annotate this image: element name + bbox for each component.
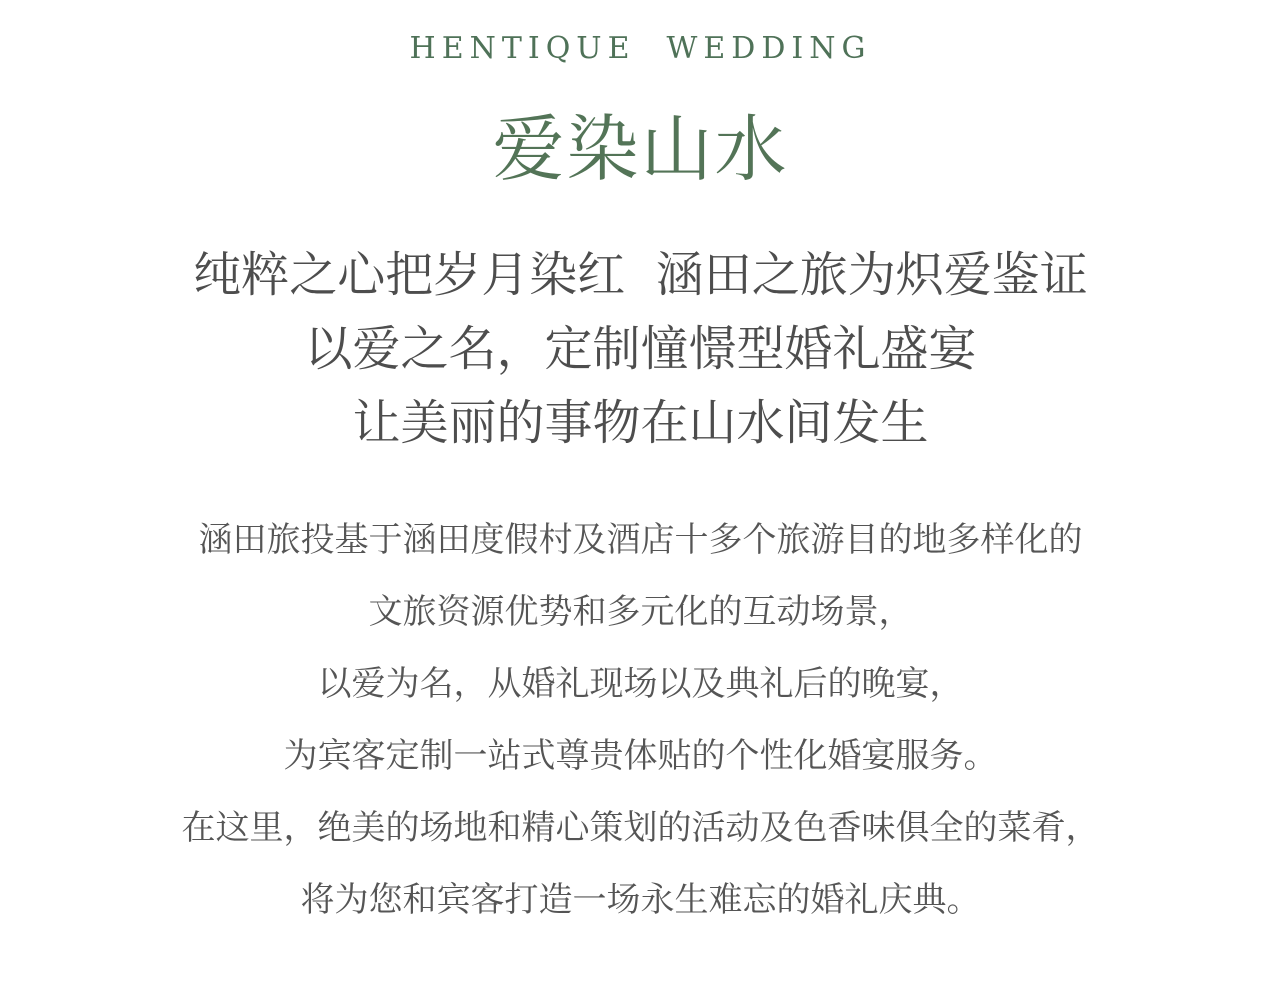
tagline-line: 以爱之名，定制憧憬型婚礼盛宴 — [304, 321, 977, 377]
tagline-block — [0, 238, 1281, 460]
description-line: 涵田旅投基于涵田度假村及酒店十多个旅游目的地多样化的 — [198, 520, 1083, 560]
page-title: 爱染山水 — [492, 107, 789, 191]
description-line: 将为您和宾客打造一场永生难忘的婚礼庆典。 — [300, 880, 981, 920]
description-block — [0, 504, 1281, 936]
brand-eyebrow: HENTIQUE WEDDING — [409, 31, 872, 66]
description-line: 以爱为名，从婚礼现场以及典礼后的晚宴， — [317, 664, 964, 704]
tagline-line: 让美丽的事物在山水间发生 — [352, 395, 929, 451]
description-line: 文旅资源优势和多元化的互动场景， — [368, 592, 913, 632]
description-line: 为宾客定制一站式尊贵体贴的个性化婚宴服务。 — [283, 736, 998, 776]
tagline-line: 纯粹之心把岁月染红 涵田之旅为炽爱鉴证 — [193, 247, 1088, 303]
description-line: 在这里，绝美的场地和精心策划的活动及色香味俱全的菜肴， — [181, 808, 1100, 848]
